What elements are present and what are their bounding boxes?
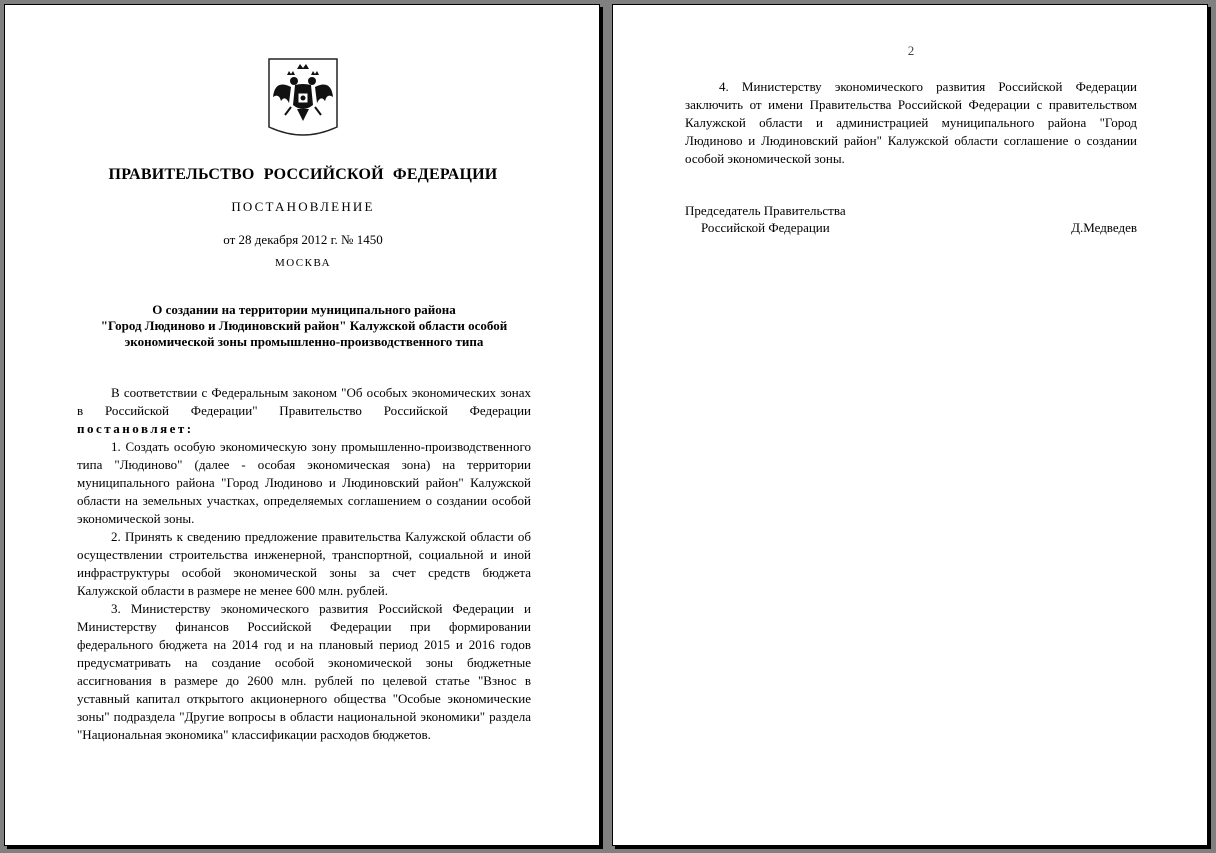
document-date-number: от 28 декабря 2012 г. № 1450 [223,232,383,247]
page-number: 2 [907,43,915,58]
heading-line-1: О создании на территории муниципального района [152,302,456,317]
signer-title: Председатель Правительства [685,203,846,218]
signer-name: Д.Медведев [1071,220,1137,235]
document-page-1 [4,4,600,846]
item-3-paragraph: 3. Министерству экономического развития Российской Федерации и Министерству финансов Российской Федерации при формировании федерального бюджета на 2014 год и на плановый период 2015 и 2016 годов предусматривать на создание особой экономической зоны бюджетные ассигнования в размере до 2600 млн. рублей по целевой статье "Взнос в уставный капитал открытого акционерного общества "Особые экономические зоны" подраздела "Другие вопросы в области национальной экономики" раздела "Национальная экономика" классификации расходов бюджетов. [77,601,531,742]
item-2-paragraph: 2. Принять к сведению предложение правительства Калужской области об осуществлении строительства инженерной, транспортной, социальной и иной инфраструктуры особой экономической зоны за счет средств бюджета Калужской области в размере не менее 600 млн. рублей. [77,529,531,598]
document-city: МОСКВА [274,257,332,269]
document-page-2 [612,4,1208,846]
preamble-text: В соответствии с Федеральным законом "Об особых экономических зонах в Российской Федерации" Правительство Российской Федерации [77,385,531,418]
item-4-paragraph: 4. Министерству экономического развития Российской Федерации заключить от имени Правительства Российской Федерации с правительством Калужской области и администрацией муниципального района "Город Людиново и Людиновский район" Калужской области соглашение о создании особой экономической зоны. [685,79,1137,166]
heading-line-3: экономической зоны промышленно-производственного типа [124,334,484,349]
signer-organization: Российской Федерации [701,220,830,235]
document-type: ПОСТАНОВЛЕНИЕ [231,199,375,214]
government-title: ПРАВИТЕЛЬСТВО РОССИЙСКОЙ ФЕДЕРАЦИИ [108,166,498,183]
resolves-word: постановляет: [77,421,194,436]
document-body [77,384,531,744]
document-heading [77,302,531,350]
preamble-paragraph [77,384,531,438]
item-1-paragraph: 1. Создать особую экономическую зону промышленно-производственного типа "Людиново" (далее - особая экономическая зона) на территории муниципального района "Город Людиново и Людиновский район" Калужской области на земельных участках, определяемых соглашением о создании особой экономической зоны. [77,439,531,526]
heading-line-2: "Город Людиново и Людиновский район" Калужской области особой [100,318,508,333]
document-body-page-2 [685,78,1137,168]
russian-coat-of-arms-icon [267,57,339,141]
